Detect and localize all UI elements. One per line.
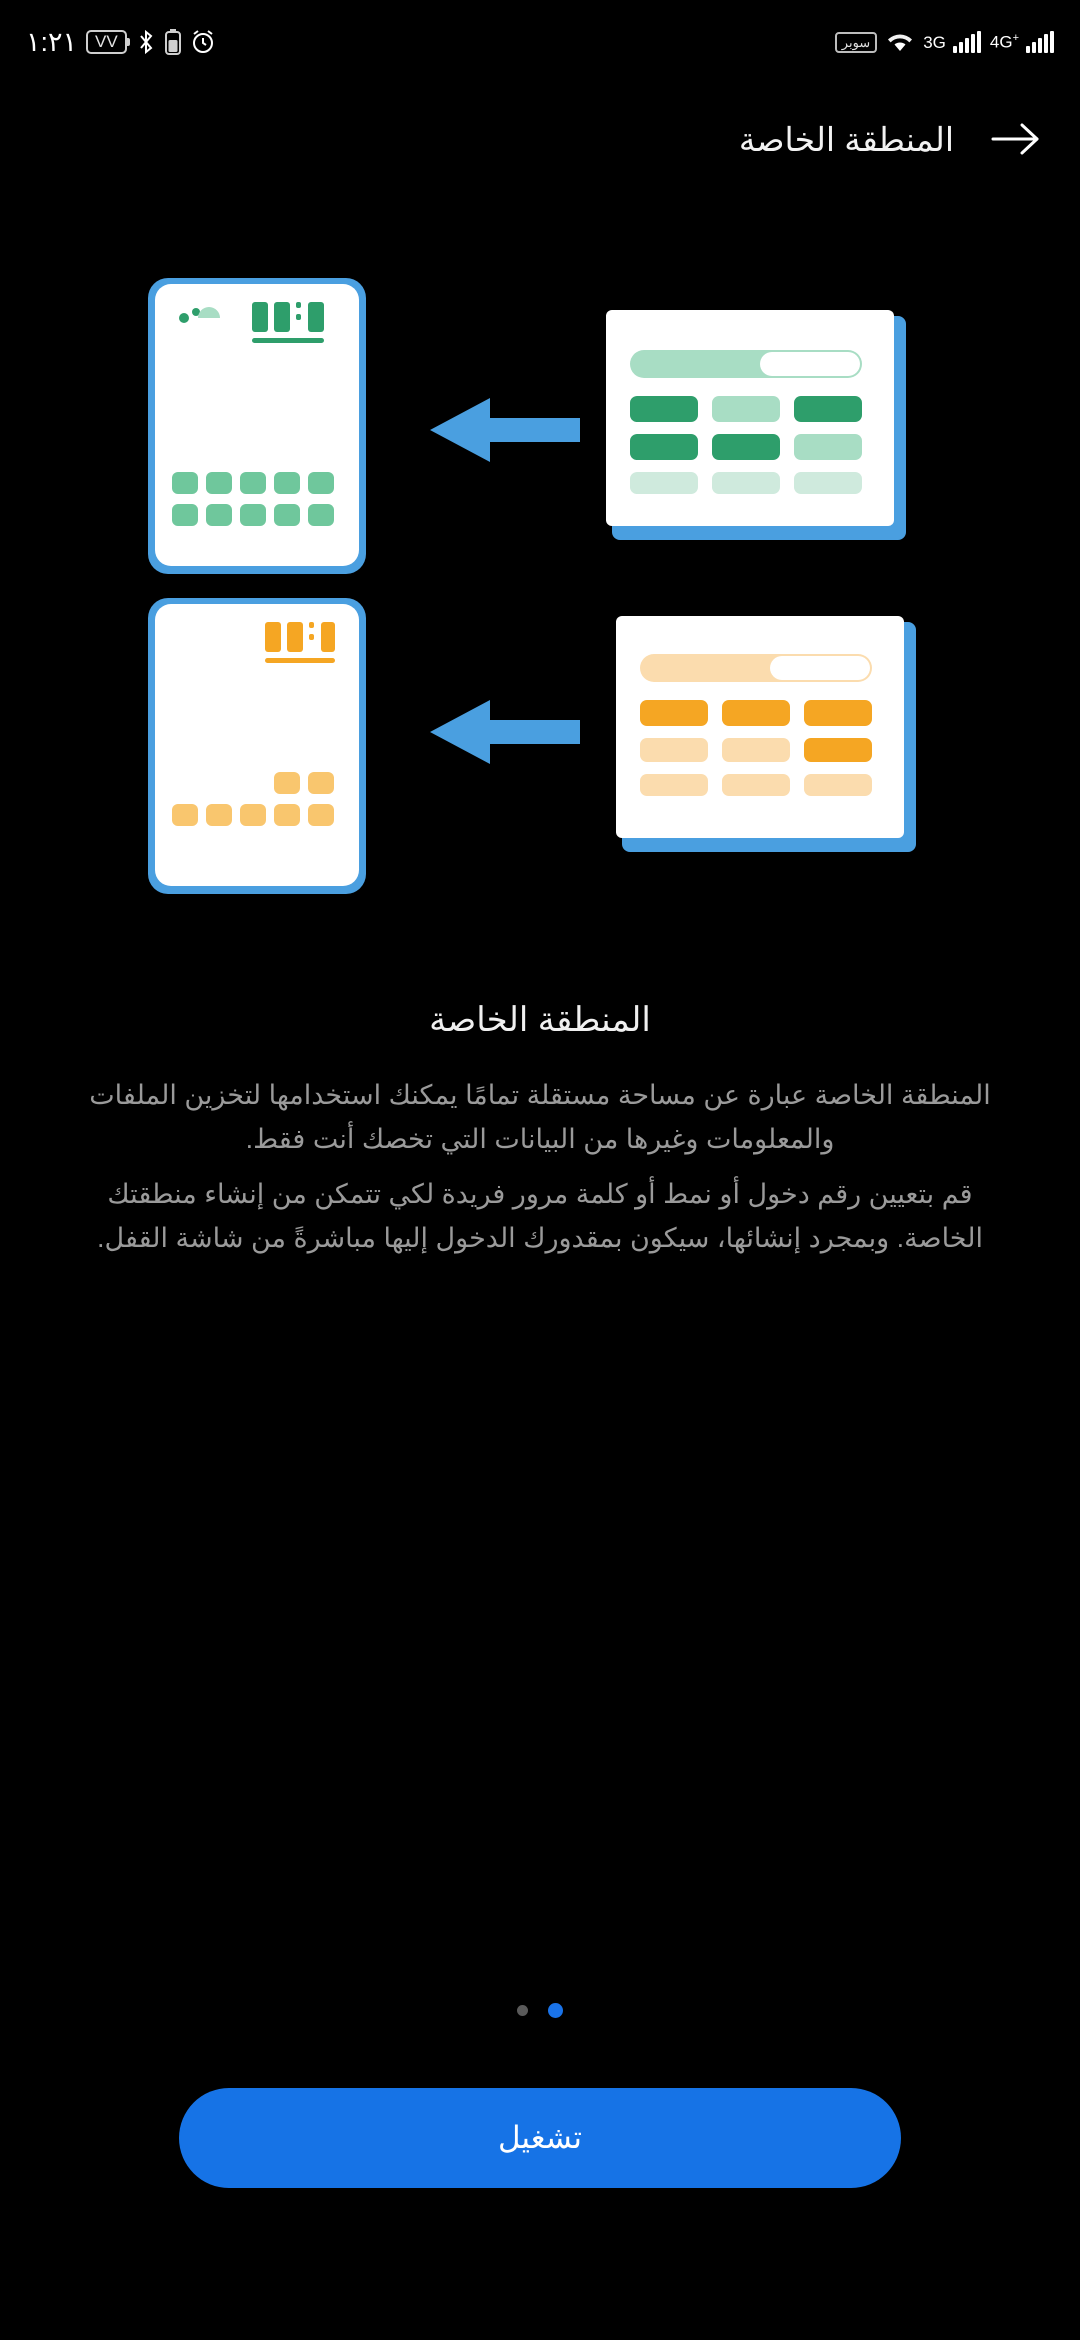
- app-bar: [0, 84, 1080, 194]
- content-paragraph-2: قم بتعيين رقم دخول أو نمط أو كلمة مرور فريدة لكي تتمكن من إنشاء منطقتك الخاصة. وبمجرد إنشائها، سيكون بمقدورك الدخول إليها مباشرةً من شاشة القفل.: [97, 1179, 983, 1254]
- status-time: ١:٢١: [26, 26, 78, 57]
- signal-4g-plus-icon: 4G+: [989, 32, 1019, 52]
- signal-3g-icon: 3G: [923, 32, 946, 52]
- status-bar: [0, 0, 1080, 84]
- content-paragraph-1: المنطقة الخاصة عبارة عن مساحة مستقلة تمامًا يمكنك استخدامها لتخزين الملفات والمعلومات وغيرها من البيانات التي تخصك أنت فقط.: [89, 1080, 991, 1154]
- private-space-graphic: [0, 250, 1080, 900]
- phone-orange-illustration: [148, 598, 366, 894]
- pager-dot-2[interactable]: [548, 2003, 563, 2018]
- phone-green-illustration: [148, 278, 366, 574]
- back-button[interactable]: [988, 111, 1044, 167]
- page-title: المنطقة الخاصة: [738, 120, 954, 158]
- enable-button[interactable]: تشغيل: [179, 2088, 901, 2188]
- document-green-illustration: [606, 310, 906, 540]
- vv-badge-icon: VV: [86, 30, 127, 54]
- document-orange-illustration: [616, 616, 916, 852]
- onboarding-illustration: [0, 250, 1080, 900]
- onboarding-content: [0, 1000, 1080, 1273]
- pager-dots: [0, 2003, 1080, 2018]
- status-bar-left: [26, 27, 216, 58]
- arrow-left-orange-icon: [430, 700, 580, 764]
- signal-bars-2-icon: [1026, 31, 1054, 53]
- pager-dot-1[interactable]: [517, 2005, 528, 2016]
- signal-bars-icon: [953, 31, 981, 53]
- arrow-forward-icon: [989, 119, 1043, 159]
- alarm-icon: [190, 29, 216, 55]
- battery-icon: [165, 29, 181, 55]
- status-bar-right: [835, 31, 1054, 53]
- cta-container: [0, 2088, 1080, 2188]
- content-heading: المنطقة الخاصة: [429, 1001, 651, 1039]
- arrow-left-green-icon: [430, 398, 580, 462]
- bluetooth-icon: [136, 29, 156, 55]
- wifi-icon: [886, 31, 914, 53]
- sim-card-icon: سوبر: [835, 32, 877, 53]
